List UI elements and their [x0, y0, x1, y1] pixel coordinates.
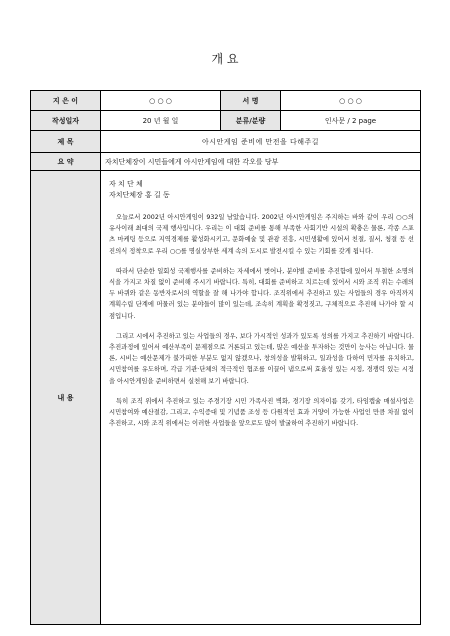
content-signer: 자치단체장 홍 길 동	[109, 190, 170, 199]
date-value: 20 년 월 일	[101, 111, 221, 131]
content-label: 내 용	[31, 171, 101, 625]
date-label: 작성일자	[31, 111, 101, 131]
summary-form-table	[30, 90, 421, 625]
content-greeting: 자 치 단 체	[109, 180, 143, 188]
category-label: 분류/분량	[221, 111, 281, 131]
author-value: ○ ○ ○	[101, 91, 221, 111]
content-paragraph: 오늘로서 2002년 아시안게임이 932일 남았습니다. 2002년 아시안게임은 주지하는 바와 같이 우리 ○○의 유사이래 최대의 국제 행사입니다. 우리는 이 대회 준비를 통해 부족한 사회기반 시설의 확충은 물론, 각종 스포츠 마케팅 등으로 지역경제를 활성화시키고, 문화예술 및 관광 진흥, 시민생활에 있어서 친절, 질서, 청결 등 선진의식 정착으로 우리 ○○를 명실상부한 세계 속의 도시로 발전시킬 수 있는 기회를 갖게 됩니다.	[109, 214, 414, 255]
subject-value: 아시안게임 준비에 만전을 다해주길	[101, 131, 421, 153]
content-paragraph: 특히 조직 위에서 추진하고 있는 주경기장 시민 가족사진 벽화, 경기장 의자이름 갖기, 타임캡슐 매설사업은 시민참여와 예산절감, 그리고, 수익증대 및 기념품 조성 등 다원적인 효과 거양이 가능한 사업인 만큼 차질 없이 추진하고, 시와 조직 위에서는 이러한 사업들을 앞으로도 많이 발굴하여 추진하기 바랍니다.	[109, 397, 414, 428]
content-paragraph: 따라서 단순한 일회성 국제행사를 준비하는 자세에서 벗어나, 분야별 준비를 추진함에 있어서 투철한 소명의식을 가지고 차질 없이 준비해 주시기 바랍니다. 특히, 대회를 준비하고 치르는데 있어서 시와 조직 위는 수레의 두 바퀴와 같은 동반자로서의 역할을 잘 해 나가야 합니다. 조직위에서 추진하고 있는 사업들의 경우 아직까지 계획수립 단계에 머물러 있는 분야들이 많이 있는데, 조속히 계획을 확정짓고, 구체적으로 추진해 나가야 할 시점입니다.	[109, 267, 414, 320]
content-body	[101, 171, 421, 625]
content-paragraph: 그리고 시에서 추진하고 있는 사업들의 경우, 보다 가시적인 성과가 있도록 성의를 가지고 추진하기 바랍니다. 추진과정에 있어서 예산부족이 문제점으로 거론되고 있는데, 많은 예산을 투자하는 것만이 능사는 아닙니다. 물론, 시비는 예산문제가 불가피한 부분도 없지 않겠으나, 창의성을 발휘하고, 일과성을 다하여 민자를 유치하고, 시민참여를 유도하며, 각급 기관·단체의 적극적인 협조를 이끌어 냄으로써 효율성 있는 시정, 경쟁력 있는 시정을 아시안게임을 준비하면서 실천해 보기 바랍니다.	[109, 332, 414, 385]
subject-label: 제 목	[31, 131, 101, 153]
author-label: 지 은 이	[31, 91, 101, 111]
name-value: ○ ○ ○	[281, 91, 421, 111]
summary-value: 자치단체장이 시민들에게 아시안게임에 대한 각오를 당부	[101, 153, 421, 171]
name-label: 서 명	[221, 91, 281, 111]
document-title: 개 요	[211, 52, 239, 66]
category-value: 인사문 / 2 page	[281, 111, 421, 131]
summary-label: 요 약	[31, 153, 101, 171]
